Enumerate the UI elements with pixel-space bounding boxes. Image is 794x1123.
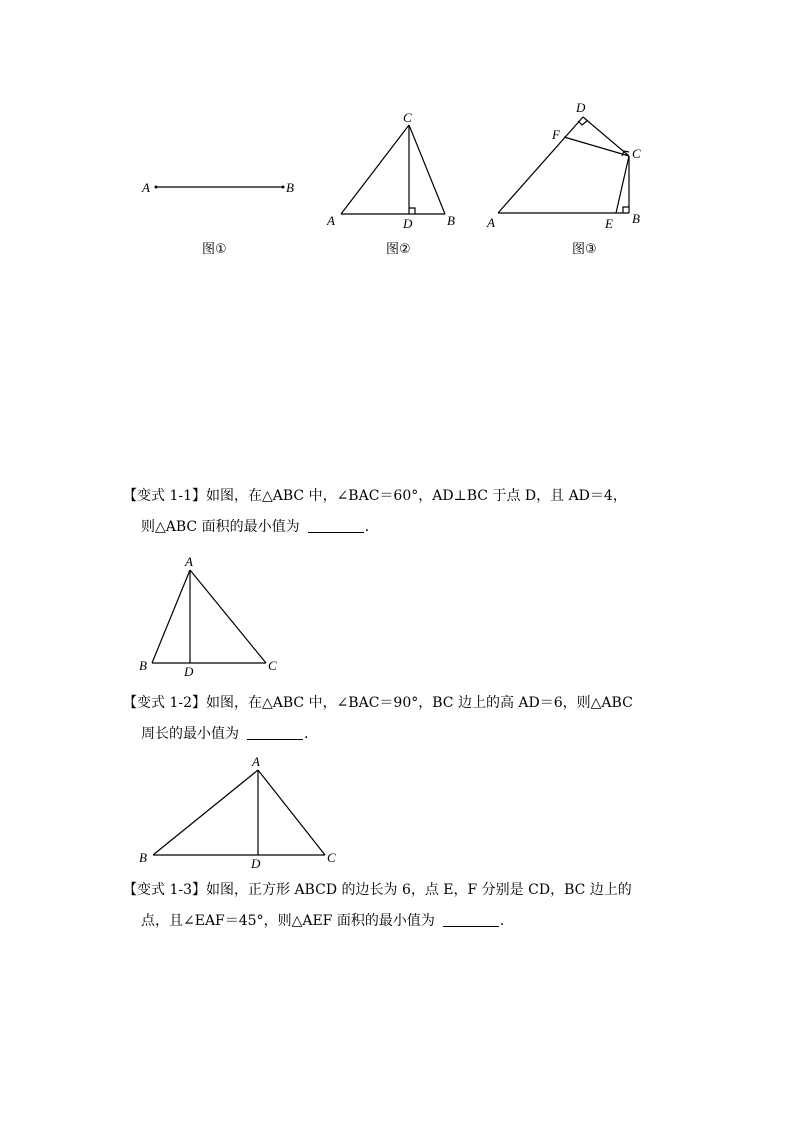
v2-label-b: B (139, 850, 147, 865)
period: . (499, 913, 505, 929)
fig1-label-a: A (142, 180, 150, 195)
answer-blank (308, 518, 364, 533)
fig3-label-f: F (552, 127, 560, 142)
fig3-label-e: E (605, 216, 613, 231)
v1-label-a: A (185, 554, 193, 569)
figure-3 (486, 100, 641, 257)
variant-1-2-question: 周长的最小值为 (141, 726, 239, 742)
variant-1-2 (123, 688, 683, 750)
variant-1-2-figure (139, 754, 336, 871)
right-angle-mark (409, 208, 415, 214)
fig1-caption: 图① (202, 242, 227, 257)
side-ac (190, 570, 266, 663)
variant-1-1-line2 (123, 512, 683, 543)
side-da (498, 117, 583, 213)
side-ab (153, 770, 258, 855)
fig3-caption: 图③ (572, 242, 597, 257)
v1-label-b: B (139, 658, 147, 673)
point-a (155, 186, 158, 189)
v2-label-a: A (252, 754, 260, 769)
v2-label-d: D (251, 856, 261, 871)
fig2-caption: 图② (386, 242, 411, 257)
side-ac (258, 770, 325, 855)
fig3-label-d: D (576, 100, 586, 115)
answer-blank (443, 912, 499, 927)
right-angle-mark-b (623, 207, 629, 213)
fig2-label-d: D (403, 216, 413, 231)
fig2-label-b: B (447, 213, 455, 228)
variant-1-3-line2 (123, 906, 683, 937)
variant-1-2-line2 (123, 719, 683, 750)
fig3-label-b: B (632, 211, 640, 226)
fig2-label-a: A (327, 213, 335, 228)
period: . (364, 519, 370, 535)
figure-1 (141, 180, 294, 257)
side-ab (152, 570, 190, 663)
variant-1-1 (123, 481, 683, 543)
fig3-label-a: A (487, 215, 495, 230)
v2-label-c: C (327, 850, 336, 865)
right-angle-mark-d (578, 121, 587, 125)
v1-label-c: C (268, 658, 277, 673)
variant-1-3 (123, 875, 683, 937)
variant-1-1-figure (139, 554, 277, 679)
period: . (304, 726, 309, 742)
side-cd (583, 117, 629, 156)
variant-1-3-question: 点，且∠EAF＝45°，则△AEF 面积的最小值为 (141, 913, 435, 929)
fig1-label-b: B (286, 180, 294, 195)
variant-1-3-line1: 【变式 1-3】如图，正方形 ABCD 的边长为 6，点 E，F 分别是 CD，BC 边上的 (123, 882, 632, 898)
figure-2 (326, 110, 455, 257)
segment-ce (616, 156, 629, 213)
side-bc (409, 125, 445, 214)
variant-1-1-line1: 【变式 1-1】如图，在△ABC 中，∠BAC＝60°，AD⊥BC 于点 D，且 AD＝4， (123, 488, 627, 504)
answer-blank (247, 725, 303, 740)
fig3-label-c: C (632, 146, 641, 161)
point-b (282, 186, 285, 189)
v1-label-d: D (184, 664, 194, 679)
side-ac (341, 125, 409, 214)
variant-1-2-line1: 【变式 1-2】如图，在△ABC 中，∠BAC＝90°，BC 边上的高 AD＝6，则△ABC (123, 695, 633, 711)
fig2-label-c: C (403, 110, 412, 125)
segment-fc (564, 137, 629, 156)
variant-1-1-question: 则△ABC 面积的最小值为 (141, 519, 300, 535)
